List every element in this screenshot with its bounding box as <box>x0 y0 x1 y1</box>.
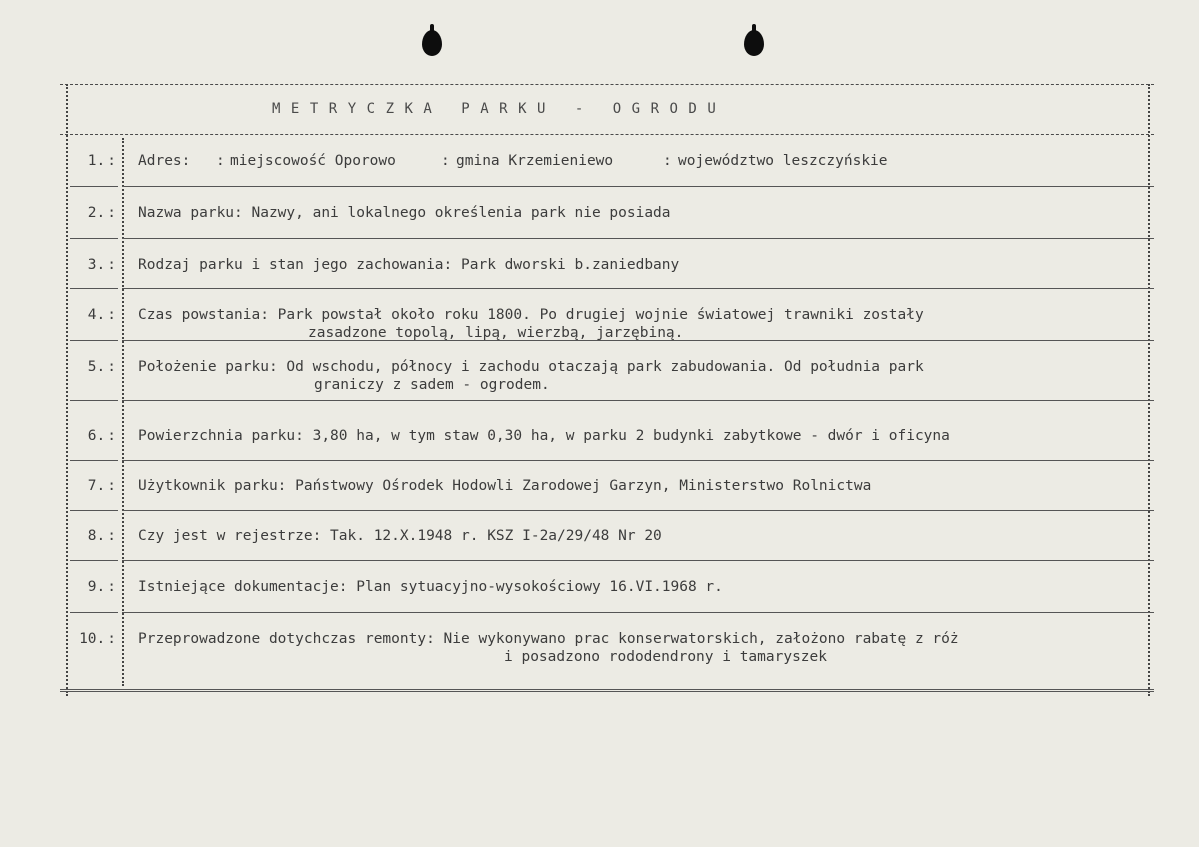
row-rule <box>122 400 1154 401</box>
row-number: 10. : <box>76 630 116 648</box>
row-text: Czy jest w rejestrze: Tak. 12.X.1948 r. KSZ I-2a/29/48 Nr 20 <box>138 528 662 544</box>
row-number: 9. : <box>76 578 116 596</box>
address-voivodeship: województwo leszczyńskie <box>678 153 888 169</box>
row-number-underline <box>70 560 118 561</box>
row-number-underline <box>70 186 118 187</box>
row-number-underline <box>70 510 118 511</box>
address-label: Adres: <box>138 153 191 169</box>
row-number: 4. : <box>76 306 116 324</box>
row-text-continued: zasadzone topolą, lipą, wierzbą, jarzębiną. <box>308 325 684 341</box>
row-number-underline <box>70 288 118 289</box>
row-rule <box>122 340 1154 341</box>
field-colon: : <box>216 153 225 169</box>
park-record-card <box>60 84 1154 700</box>
row-text: Przeprowadzone dotychczas remonty: Nie wykonywano prac konserwatorskich, założono rabatę z róż <box>138 631 959 647</box>
row-rule <box>122 186 1154 187</box>
row-rule <box>122 288 1154 289</box>
top-rule <box>60 84 1154 85</box>
row-text: Czas powstania: Park powstał około roku 1800. Po drugiej wojnie światowej trawniki zostały <box>138 307 924 323</box>
row-rule <box>122 510 1154 511</box>
field-colon: : <box>441 153 450 169</box>
number-column-separator <box>122 138 124 686</box>
row-text: Rodzaj parku i stan jego zachowania: Park dworski b.zaniedbany <box>138 257 680 273</box>
row-text: Istniejące dokumentacje: Plan sytuacyjno-wysokościowy 16.VI.1968 r. <box>138 579 723 595</box>
row-number-underline <box>70 238 118 239</box>
row-number-underline <box>70 460 118 461</box>
punch-hole-left <box>422 30 442 56</box>
bottom-double-rule <box>60 689 1154 692</box>
row-number: 6. : <box>76 427 116 445</box>
title-rule <box>60 134 1154 135</box>
left-dotted-border <box>66 84 68 696</box>
row-text: Użytkownik parku: Państwowy Ośrodek Hodowli Zarodowej Garzyn, Ministerstwo Rolnictwa <box>138 478 872 494</box>
row-rule <box>122 460 1154 461</box>
row-number: 3. : <box>76 256 116 274</box>
field-colon: : <box>663 153 672 169</box>
row-number-underline <box>70 400 118 401</box>
row-number: 1. : <box>76 152 116 170</box>
row-number-underline <box>70 340 118 341</box>
card-title: METRYCZKA PARKU - OGRODU <box>272 101 727 117</box>
address-locality: miejscowość Oporowo <box>230 153 396 169</box>
row-number: 5. : <box>76 358 116 376</box>
row-number: 8. : <box>76 527 116 545</box>
row-rule <box>122 560 1154 561</box>
right-dotted-border <box>1148 84 1150 696</box>
row-text: Położenie parku: Od wschodu, północy i zachodu otaczają park zabudowania. Od południa park <box>138 359 924 375</box>
row-text-continued: graniczy z sadem - ogrodem. <box>314 377 550 393</box>
punch-hole-right <box>744 30 764 56</box>
row-text-continued: i posadzono rododendrony i tamaryszek <box>504 649 828 665</box>
row-rule <box>122 238 1154 239</box>
row-number: 7. : <box>76 477 116 495</box>
row-text: Powierzchnia parku: 3,80 ha, w tym staw 0,30 ha, w parku 2 budynki zabytkowe - dwór i oficyna <box>138 428 950 444</box>
row-number: 2. : <box>76 204 116 222</box>
address-commune: gmina Krzemieniewo <box>456 153 614 169</box>
row-rule <box>122 612 1154 613</box>
row-text: Nazwa parku: Nazwy, ani lokalnego określenia park nie posiada <box>138 205 671 221</box>
row-number-underline <box>70 612 118 613</box>
